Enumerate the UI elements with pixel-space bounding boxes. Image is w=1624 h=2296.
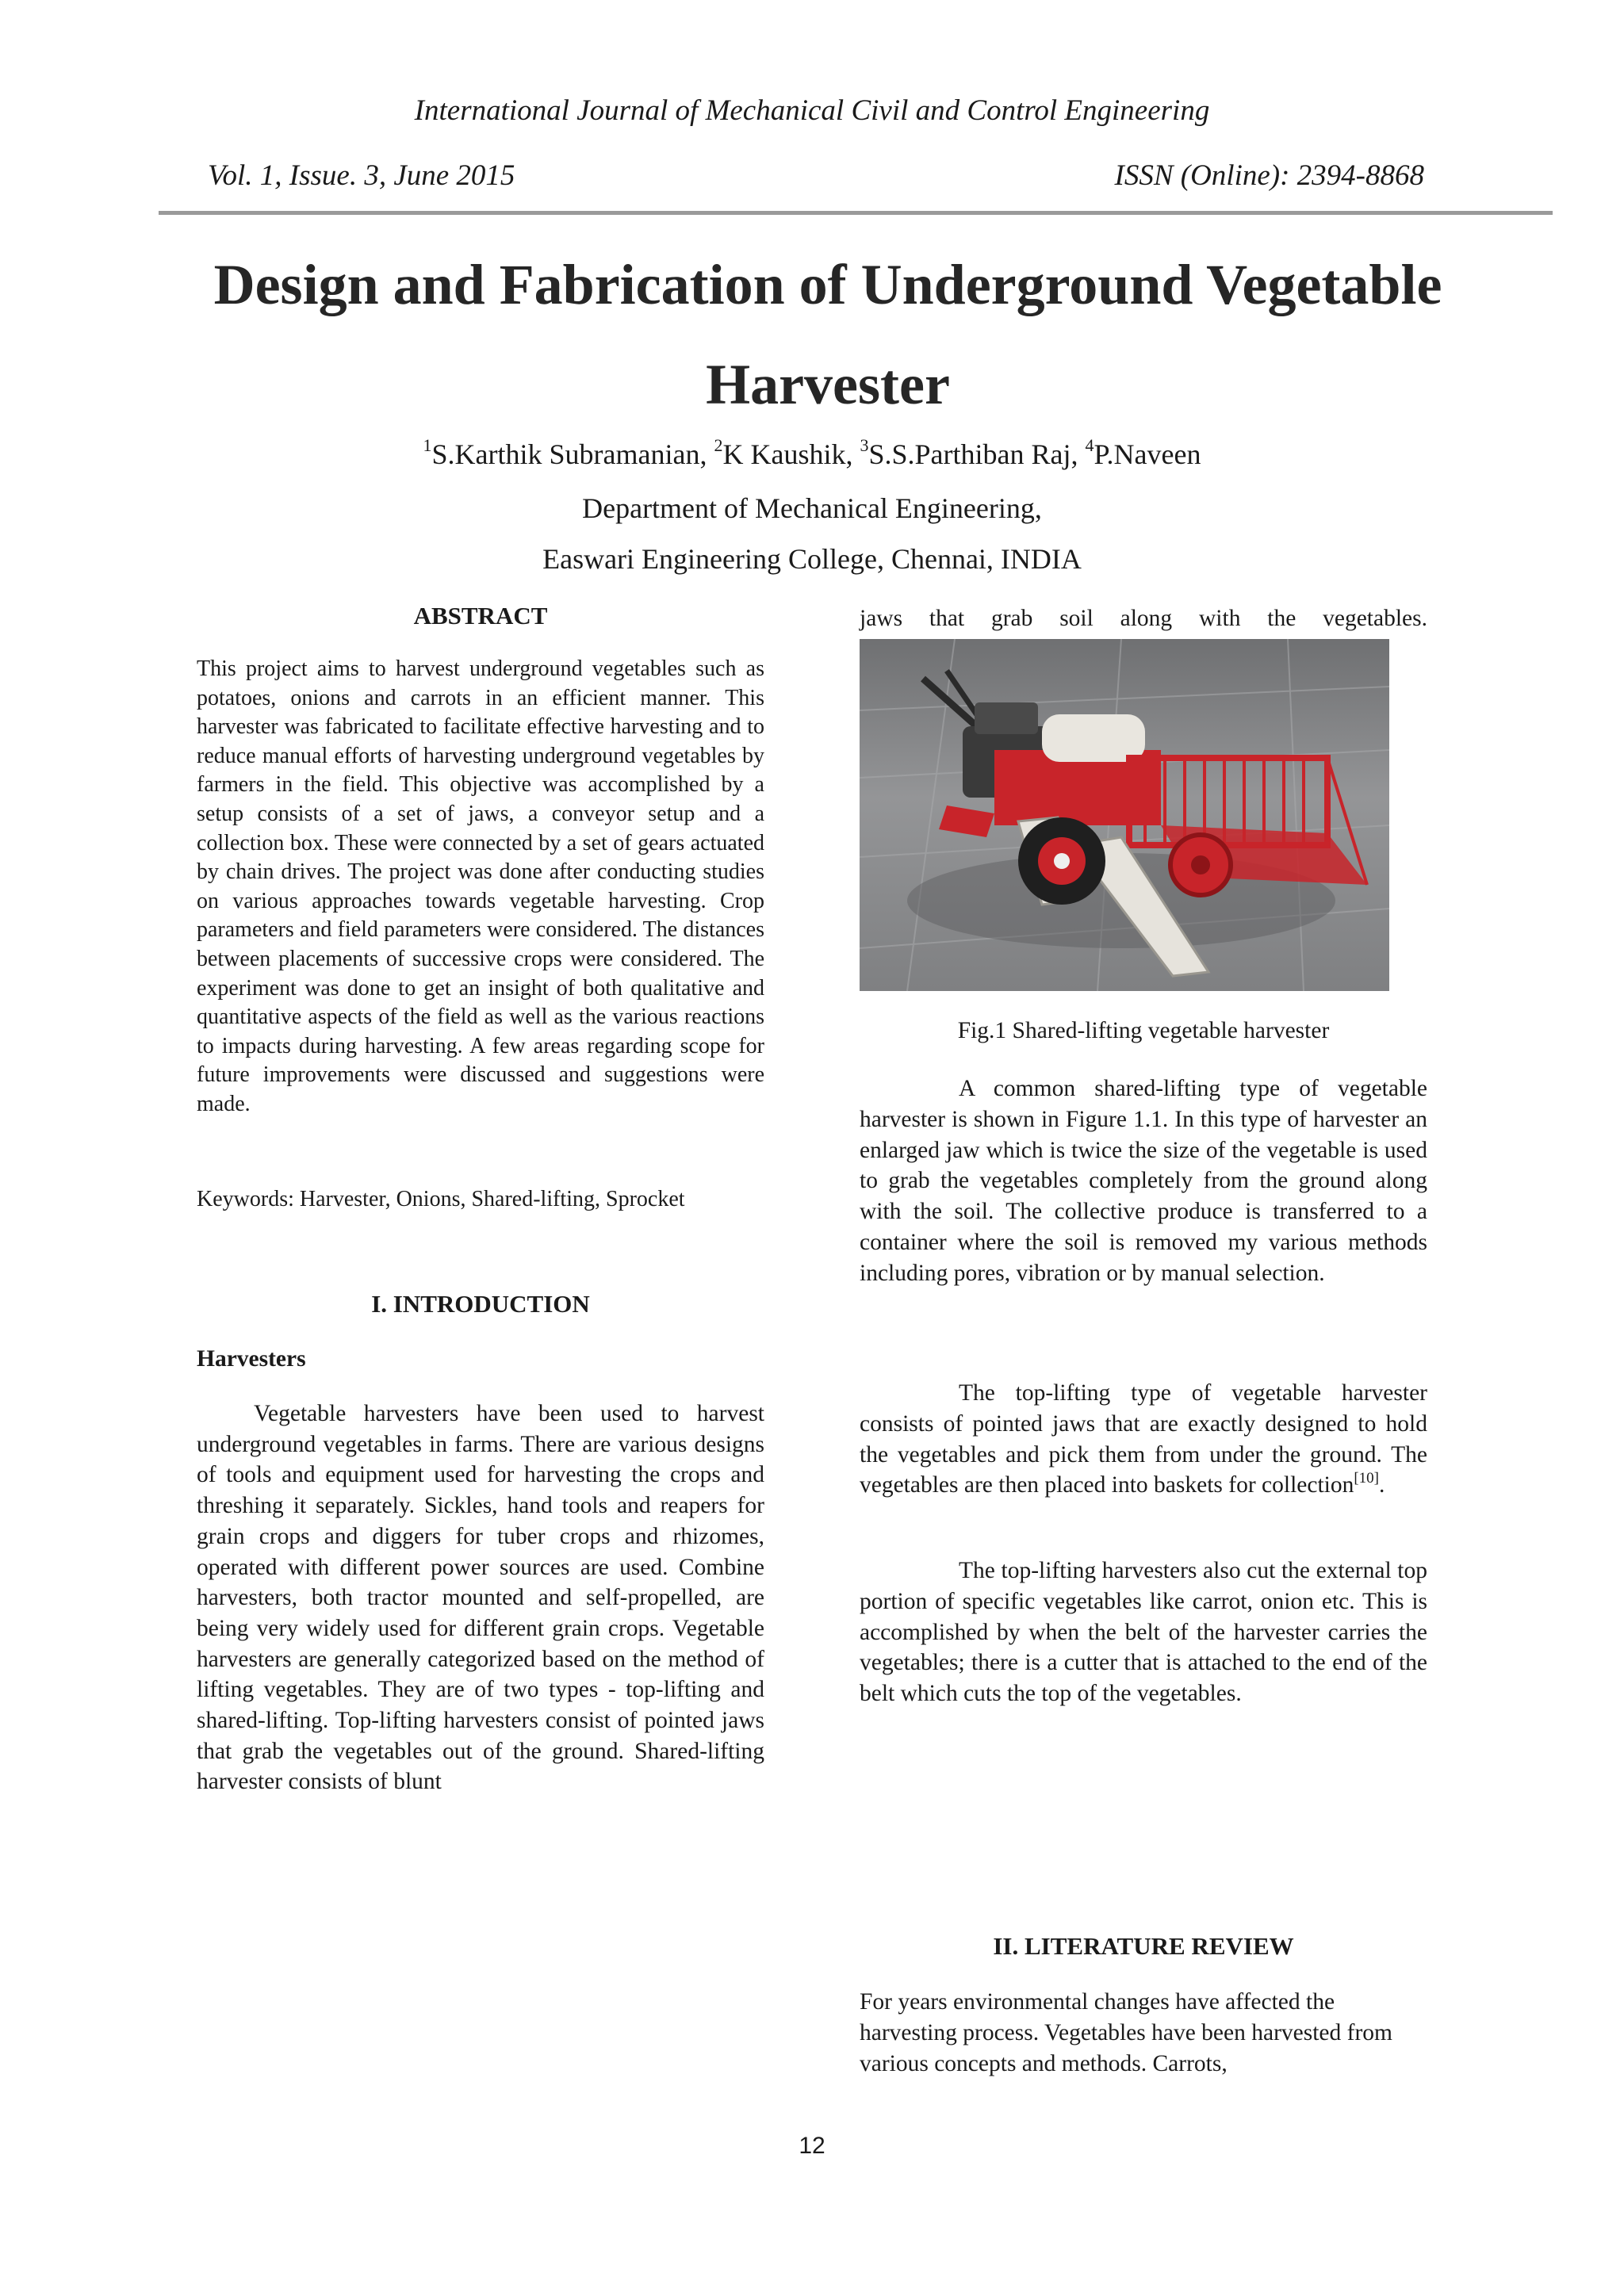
abstract-heading: ABSTRACT [413,602,548,629]
literature-heading-block [860,1931,1427,1961]
author-1: S.Karthik Subramanian, [431,438,707,470]
author-2: K Kaushik, [722,438,853,470]
right-paragraph-3 [860,1556,1427,1709]
cutter-paragraph: The top-lifting harvesters also cut the external top portion of specific vegetables like carrot, onion etc. This is accomplished by when the belt of the harvester carries the vegetables; there is a cutter that is attached to the end of the belt which cuts the top of the vegetables. [860,1558,1427,1707]
issn: ISSN (Online): 2394-8868 [1114,159,1424,192]
figure-caption-block [860,1016,1427,1046]
author-4: P.Naveen [1094,438,1201,470]
top-lifting-end: . [1379,1472,1385,1498]
author-list [0,435,1624,471]
intro-paragraph-continued: jaws that grab soil along with the vegetables. [860,606,1427,631]
abstract-body [197,655,764,1119]
subheading-block [197,1345,764,1374]
top-lifting-paragraph [860,1378,1427,1501]
literature-text: For years environmental changes have affected the harvesting process. Vegetables have been harvested from various concepts and methods. Carrots, [860,1989,1392,2076]
keywords-block [197,1184,764,1214]
literature-body [860,1987,1427,2079]
introduction-heading: I. INTRODUCTION [371,1290,590,1318]
keywords: Keywords: Harvester, Onions, Shared-lifting, Sprocket [197,1187,685,1211]
intro-paragraph: Vegetable harvesters have been used to harvest underground vegetables in farms. There are various designs of tools and equipment used for harvesting the crops and threshing it separately. Sickles, hand tools and reapers for grain crops and diggers for tuber crops and rhizomes, operated with different power sources are used. Combine harvesters, both tractor mounted and self-propelled, are being very widely used for different grain crops. Vegetable harvesters are generally categorized based on the method of lifting vegetables. They are of two types - top-lifting and shared-lifting. Top-lifting harvesters consist of pointed jaws that grab the vegetables out of the ground. Shared-lifting harvester consists of blunt [197,1401,764,1795]
issue-info-row [208,159,1424,193]
author-3-index: 3 [860,435,869,455]
abstract-text: This project aims to harvest underground vegetables such as potatoes, onions and carrots in an efficient manner. This harvester was fabricated to facilitate effective harvesting and to reduce manual efforts of harvesting underground vegetables by farmers in the field. This objective was accomplished by a setup consists of a set of jaws, a conveyor setup and a collection box. These were connected by a set of gears actuated by chain drives. The project was done after conducting studies on various approaches towards vegetable harvesting. Crop parameters and field parameters were considered. The distances between placements of successive crops were considered. The experiment was done to get an insight of both qualitative and quantitative aspects of the field as well as the various reactions to impacts during harvesting. A few areas regarding scope for future improvements were discussed and suggestions were made. [197,656,764,1116]
page-number: 12 [799,2133,825,2159]
shared-lifting-paragraph: A common shared-lifting type of vegetable harvester is shown in Figure 1.1. In this type of harvester an enlarged jaw which is twice the size of the vegetable is used to grab the vegetables completely from the ground along with the soil. The collective produce is transferred to a container where the soil is removed my various methods including pores, vibration or by manual selection. [860,1076,1427,1286]
harvester-photo [860,639,1389,991]
intro-continuation [860,604,1427,633]
literature-heading: II. LITERATURE REVIEW [993,1932,1294,1960]
header-rule [159,211,1553,215]
right-paragraph-1 [860,1073,1427,1289]
abstract-heading-block [197,601,764,630]
author-1-index: 1 [423,435,432,455]
figure-caption: Fig.1 Shared-lifting vegetable harvester [957,1018,1330,1043]
journal-name: International Journal of Mechanical Civil and Control Engineering [414,94,1210,127]
author-3: S.S.Parthiban Raj, [868,438,1078,470]
citation-ref: [10] [1354,1470,1380,1487]
harvesters-subheading: Harvesters [197,1346,306,1372]
department: Department of Mechanical Engineering, [582,492,1042,524]
author-2-index: 2 [714,435,723,455]
top-lifting-text: The top-lifting type of vegetable harvester consists of pointed jaws that are exactly designed to hold the vegetables and pick them from under the ground. The vegetables are then placed into baskets for collection [860,1380,1427,1498]
paper-title: Design and Fabrication of Underground Vegetable Harvester [213,253,1442,416]
intro-heading-block [197,1289,764,1318]
intro-body [197,1399,764,1797]
author-4-index: 4 [1085,435,1094,455]
college: Easwari Engineering College, Chennai, INDIA [542,543,1082,575]
right-paragraph-2 [860,1378,1427,1501]
volume-issue: Vol. 1, Issue. 3, June 2015 [208,159,515,192]
